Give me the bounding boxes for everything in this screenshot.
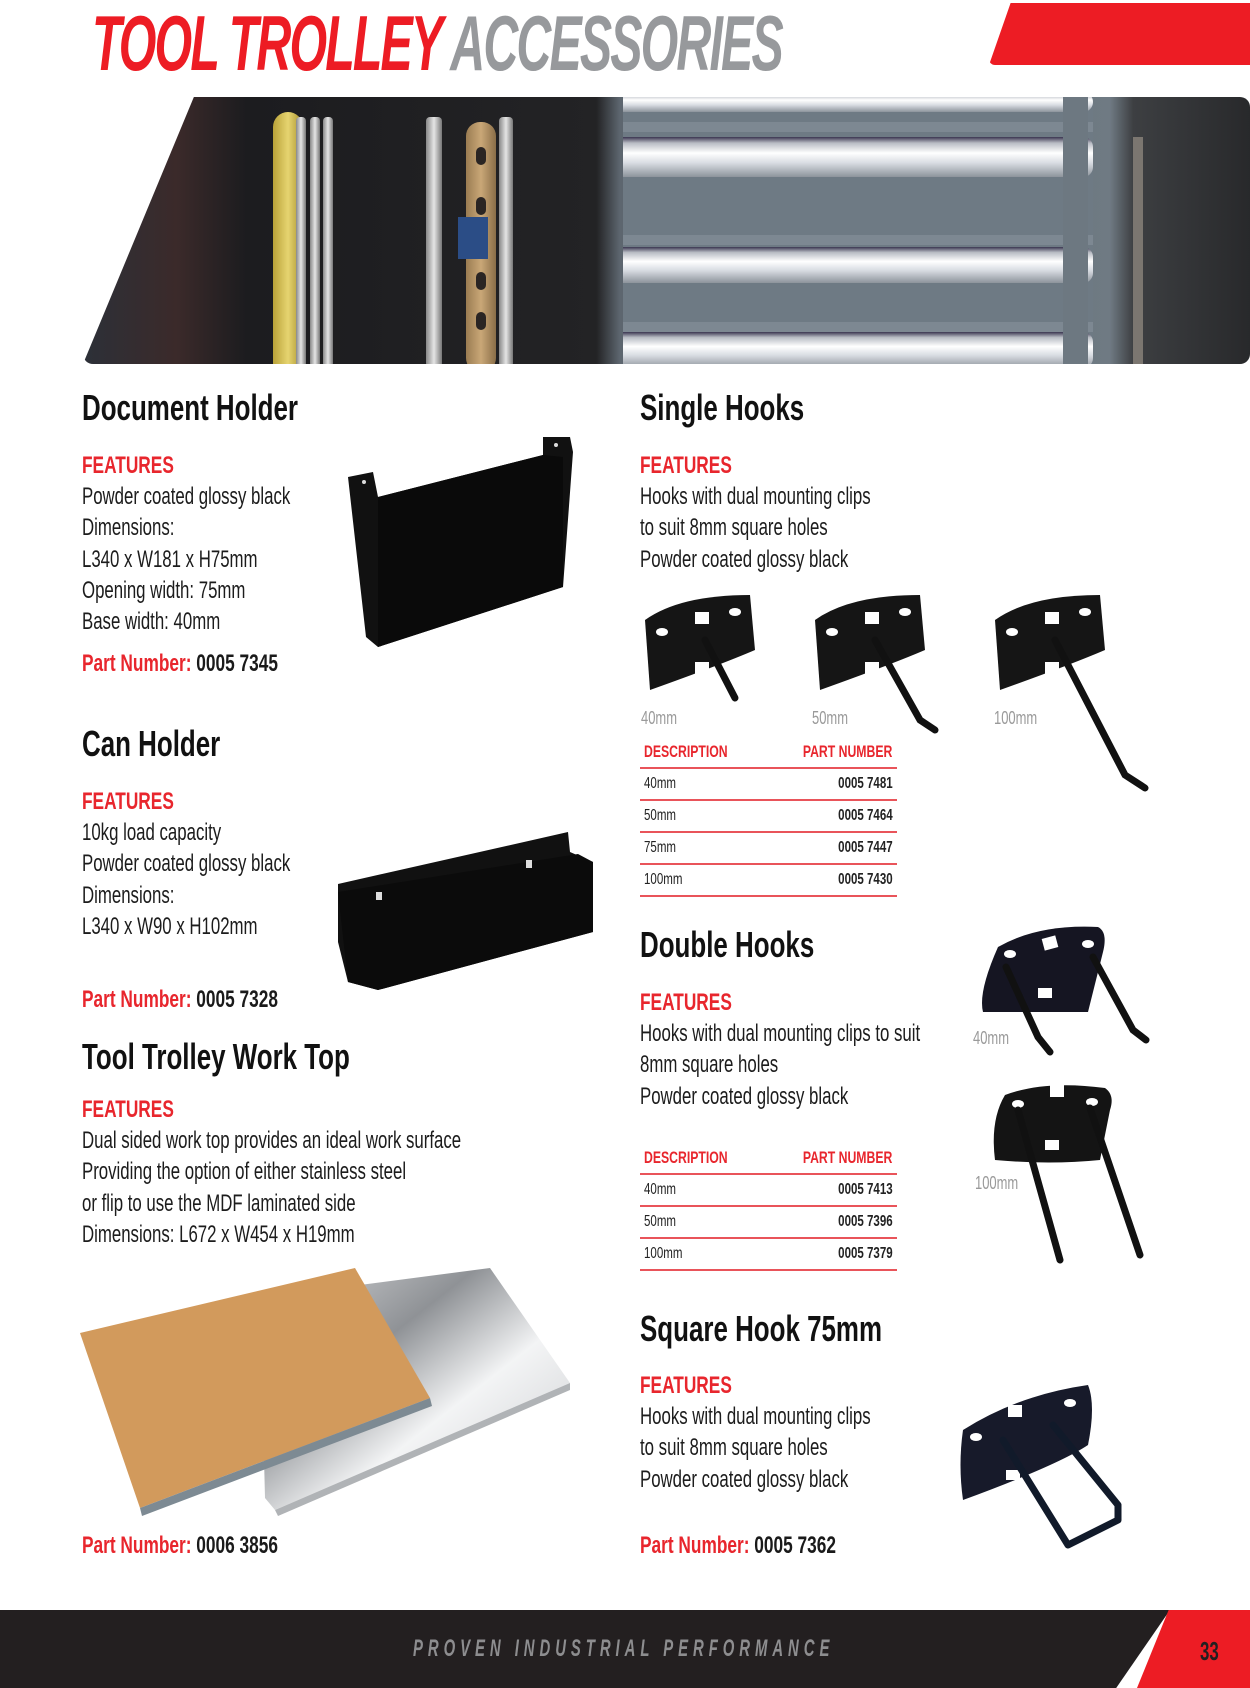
feature-item: Dimensions: L672 x W454 x H19mm bbox=[82, 1220, 355, 1248]
cell-description: 100mm bbox=[640, 1238, 764, 1270]
square-hook-image bbox=[958, 1385, 1158, 1555]
cell-part-number: 0005 7379 bbox=[764, 1238, 896, 1270]
single-hook-caption-50mm: 50mm bbox=[812, 708, 849, 728]
feature-item: Dual sided work top provides an ideal work surface bbox=[82, 1127, 462, 1154]
hero-hole bbox=[476, 197, 486, 215]
title-part-red: TOOL TROLLEY bbox=[92, 0, 441, 87]
double-hooks-table bbox=[640, 1142, 897, 1271]
single-hooks-title: Single Hooks bbox=[640, 387, 805, 428]
feature-item: L340 x W90 x H102mm bbox=[82, 912, 258, 940]
feature-item: Powder coated glossy black bbox=[82, 850, 291, 878]
single-hook-caption-40mm: 40mm bbox=[641, 708, 678, 728]
footer-tagline: PROVEN INDUSTRIAL PERFORMANCE bbox=[413, 1635, 835, 1662]
part-number-label: Part Number: bbox=[82, 650, 192, 677]
part-number-label: Part Number: bbox=[82, 1532, 192, 1559]
double-hook-caption-40mm: 40mm bbox=[973, 1028, 1010, 1048]
feature-item: Hooks with dual mounting clips bbox=[640, 483, 871, 510]
can-holder-features bbox=[82, 817, 380, 942]
table-header-row bbox=[640, 1142, 897, 1174]
hero-wrench bbox=[310, 117, 320, 364]
table-header-row bbox=[640, 736, 897, 768]
single-hooks-features-label: FEATURES bbox=[640, 452, 732, 479]
can-holder-image bbox=[338, 832, 598, 992]
column-header-description: DESCRIPTION bbox=[640, 736, 764, 768]
single-hooks-table bbox=[640, 736, 897, 897]
header-accent-bar bbox=[989, 3, 1250, 65]
table-row bbox=[640, 800, 897, 832]
part-number-value: 0006 3856 bbox=[196, 1532, 278, 1559]
part-number-value: 0005 7362 bbox=[754, 1532, 836, 1559]
square-hook-part-number bbox=[640, 1533, 836, 1559]
square-hook-features-label: FEATURES bbox=[640, 1372, 732, 1399]
cell-part-number: 0005 7430 bbox=[764, 864, 896, 896]
cell-description: 75mm bbox=[640, 832, 764, 864]
hero-cabinet-post bbox=[1063, 97, 1088, 364]
feature-item: 10kg load capacity bbox=[82, 819, 222, 846]
feature-item: Hooks with dual mounting clips to suit bbox=[640, 1020, 921, 1047]
feature-item: Powder coated glossy black bbox=[640, 545, 849, 573]
hero-blue-tape bbox=[458, 217, 488, 259]
single-hook-100mm-image bbox=[990, 590, 1150, 795]
table-row bbox=[640, 864, 897, 896]
page-number: 33 bbox=[1200, 1636, 1219, 1666]
can-holder-title: Can Holder bbox=[82, 723, 221, 764]
hero-drawer-handle bbox=[623, 332, 1093, 364]
document-holder-image bbox=[348, 437, 593, 649]
work-top-title: Tool Trolley Work Top bbox=[82, 1036, 350, 1077]
hero-ledge bbox=[623, 122, 1093, 132]
table-row bbox=[640, 1174, 897, 1206]
feature-item: Dimensions: bbox=[82, 881, 175, 909]
hero-ledge bbox=[623, 322, 1093, 332]
table-row bbox=[640, 832, 897, 864]
column-header-part-number: PART NUMBER bbox=[764, 1142, 896, 1174]
hero-drawer-handle bbox=[623, 137, 1093, 177]
feature-item: to suit 8mm square holes bbox=[640, 1434, 828, 1462]
document-holder-features-label: FEATURES bbox=[82, 452, 174, 479]
feature-item: Powder coated glossy black bbox=[640, 1465, 849, 1493]
square-hook-title: Square Hook 75mm bbox=[640, 1308, 883, 1349]
hero-hole bbox=[476, 272, 486, 290]
double-hooks-features-label: FEATURES bbox=[640, 989, 732, 1016]
part-number-value: 0005 7328 bbox=[196, 986, 278, 1013]
work-top-part-number bbox=[82, 1533, 278, 1559]
cell-description: 50mm bbox=[640, 1206, 764, 1238]
feature-item: Opening width: 75mm bbox=[82, 576, 246, 604]
cell-part-number: 0005 7413 bbox=[764, 1174, 896, 1206]
hero-image bbox=[83, 97, 1250, 364]
single-hooks-features bbox=[640, 481, 970, 575]
document-holder-features bbox=[82, 481, 380, 637]
part-number-label: Part Number: bbox=[640, 1532, 750, 1559]
can-holder-part-number bbox=[82, 987, 278, 1013]
table-row bbox=[640, 1238, 897, 1270]
single-hook-40mm-image bbox=[640, 590, 765, 705]
document-holder-title: Document Holder bbox=[82, 387, 299, 428]
hero-drawer-handle bbox=[623, 247, 1093, 283]
hero-drawer-handle bbox=[623, 97, 1093, 112]
cell-description: 100mm bbox=[640, 864, 764, 896]
work-top-image bbox=[80, 1258, 605, 1523]
feature-item: Powder coated glossy black bbox=[640, 1082, 849, 1110]
feature-item: or flip to use the MDF laminated side bbox=[82, 1189, 356, 1217]
hero-background-pole bbox=[1133, 137, 1143, 364]
feature-item: 8mm square holes bbox=[640, 1051, 779, 1079]
cell-part-number: 0005 7481 bbox=[764, 768, 896, 800]
document-holder-part-number bbox=[82, 651, 278, 677]
table-row bbox=[640, 768, 897, 800]
feature-item: Providing the option of either stainless steel bbox=[82, 1158, 407, 1186]
square-hook-features bbox=[640, 1401, 970, 1495]
feature-item: Hooks with dual mounting clips bbox=[640, 1403, 871, 1430]
double-hook-caption-100mm: 100mm bbox=[975, 1173, 1019, 1193]
hero-hole bbox=[476, 147, 486, 165]
cell-part-number: 0005 7447 bbox=[764, 832, 896, 864]
cell-description: 40mm bbox=[640, 768, 764, 800]
feature-item: Base width: 40mm bbox=[82, 608, 221, 636]
cell-description: 50mm bbox=[640, 800, 764, 832]
part-number-value: 0005 7345 bbox=[196, 650, 278, 677]
hero-hole bbox=[476, 312, 486, 330]
work-top-features-label: FEATURES bbox=[82, 1096, 174, 1123]
feature-item: Dimensions: bbox=[82, 514, 175, 542]
double-hooks-title: Double Hooks bbox=[640, 924, 815, 965]
single-hook-caption-100mm: 100mm bbox=[994, 708, 1038, 728]
column-header-part-number: PART NUMBER bbox=[764, 736, 896, 768]
cell-part-number: 0005 7464 bbox=[764, 800, 896, 832]
cell-part-number: 0005 7396 bbox=[764, 1206, 896, 1238]
part-number-label: Part Number: bbox=[82, 986, 192, 1013]
can-holder-features-label: FEATURES bbox=[82, 788, 174, 815]
hero-wrench bbox=[499, 117, 513, 364]
cell-description: 40mm bbox=[640, 1174, 764, 1206]
table-row bbox=[640, 1206, 897, 1238]
title-part-grey: ACCESSORIES bbox=[450, 0, 782, 87]
page-title bbox=[92, 0, 782, 88]
feature-item: Powder coated glossy black bbox=[82, 483, 291, 510]
hero-wrench bbox=[296, 117, 306, 364]
hero-ledge bbox=[623, 235, 1093, 245]
hero-wrench bbox=[323, 117, 333, 364]
hero-wrench bbox=[426, 117, 442, 364]
feature-item: to suit 8mm square holes bbox=[640, 514, 828, 542]
feature-item: L340 x W181 x H75mm bbox=[82, 545, 258, 573]
work-top-features bbox=[82, 1125, 624, 1250]
column-header-description: DESCRIPTION bbox=[640, 1142, 764, 1174]
